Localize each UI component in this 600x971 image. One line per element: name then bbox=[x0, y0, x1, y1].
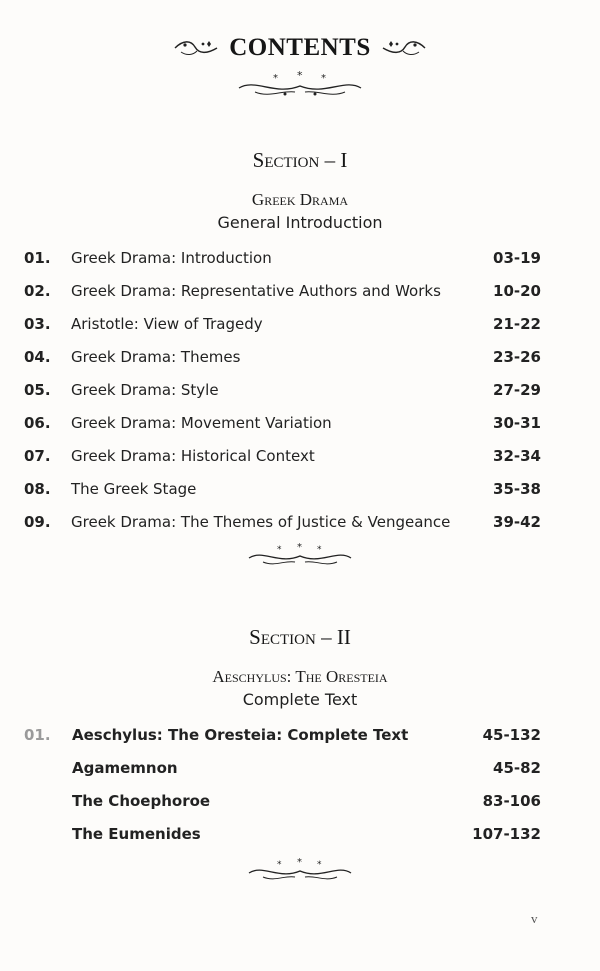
toc-entry[interactable] bbox=[0, 480, 600, 513]
svg-text:*: * bbox=[297, 858, 302, 868]
entry-number: 04. bbox=[24, 348, 51, 366]
entry-title: Greek Drama: Historical Context bbox=[71, 447, 315, 465]
section-subheading-secondary: Complete Text bbox=[242, 690, 358, 709]
right-flourish-icon bbox=[381, 37, 427, 59]
svg-text:*: * bbox=[297, 543, 302, 553]
toc-entry[interactable] bbox=[0, 414, 600, 447]
ornament-divider bbox=[0, 70, 600, 100]
entry-title: Agamemnon bbox=[72, 759, 178, 777]
svg-text:*: * bbox=[277, 545, 282, 555]
section-heading: Section – II bbox=[249, 625, 351, 649]
entry-pages: 83-106 bbox=[482, 792, 541, 810]
entry-title: The Eumenides bbox=[72, 825, 201, 843]
section-subheading: Greek Drama bbox=[251, 190, 349, 209]
toc-entry[interactable] bbox=[0, 381, 600, 414]
ornament-divider bbox=[0, 543, 600, 569]
entry-pages: 45-132 bbox=[482, 726, 541, 744]
entry-pages: 35-38 bbox=[493, 480, 541, 498]
entry-number: 02. bbox=[24, 282, 51, 300]
toc-entry[interactable] bbox=[0, 348, 600, 381]
ornament-icon bbox=[235, 70, 365, 100]
entry-title: Greek Drama: Representative Authors and Works bbox=[71, 282, 441, 300]
entry-pages: 39-42 bbox=[493, 513, 541, 531]
entry-pages: 30-31 bbox=[493, 414, 541, 432]
entry-number: 06. bbox=[24, 414, 51, 432]
entry-title: Greek Drama: Style bbox=[71, 381, 219, 399]
entry-number: 09. bbox=[24, 513, 51, 531]
section-subheading: Aeschylus: The Oresteia bbox=[212, 667, 388, 686]
entry-number: 05. bbox=[24, 381, 51, 399]
toc-entry[interactable] bbox=[0, 513, 600, 546]
entry-title: Greek Drama: Themes bbox=[71, 348, 241, 366]
left-flourish-icon bbox=[173, 37, 219, 59]
section-subheading-secondary: General Introduction bbox=[217, 213, 383, 232]
entry-pages: 27-29 bbox=[493, 381, 541, 399]
ornament-icon bbox=[245, 543, 355, 569]
toc-entry[interactable] bbox=[0, 759, 600, 792]
entry-number: 03. bbox=[24, 315, 51, 333]
svg-text:*: * bbox=[297, 70, 303, 82]
entry-pages: 10-20 bbox=[493, 282, 541, 300]
entry-pages: 21-22 bbox=[493, 315, 541, 333]
entry-title: The Greek Stage bbox=[71, 480, 197, 498]
toc-entry[interactable] bbox=[0, 282, 600, 315]
contents-header bbox=[0, 34, 600, 62]
entry-pages: 23-26 bbox=[493, 348, 541, 366]
toc-entry[interactable] bbox=[0, 726, 600, 759]
page-title: CONTENTS bbox=[229, 34, 371, 61]
toc-entry[interactable] bbox=[0, 447, 600, 480]
svg-text:*: * bbox=[317, 860, 322, 870]
toc-list bbox=[0, 249, 600, 546]
entry-number: 01. bbox=[24, 249, 51, 267]
entry-pages: 32-34 bbox=[493, 447, 541, 465]
toc-entry[interactable] bbox=[0, 825, 600, 858]
ornament-divider bbox=[0, 858, 600, 884]
toc-list bbox=[0, 726, 600, 858]
toc-entry[interactable] bbox=[0, 315, 600, 348]
entry-title: Greek Drama: Introduction bbox=[71, 249, 272, 267]
toc-entry[interactable] bbox=[0, 249, 600, 282]
entry-title: The Choephoroe bbox=[72, 792, 211, 810]
entry-title: Aeschylus: The Oresteia: Complete Text bbox=[72, 726, 409, 744]
section-heading: Section – I bbox=[252, 148, 348, 172]
svg-text:*: * bbox=[317, 545, 322, 555]
toc-entry[interactable] bbox=[0, 792, 600, 825]
svg-text:*: * bbox=[273, 73, 278, 84]
svg-text:*: * bbox=[321, 73, 326, 84]
entry-title: Aristotle: View of Tragedy bbox=[71, 315, 263, 333]
svg-text:*: * bbox=[277, 860, 282, 870]
entry-title: Greek Drama: The Themes of Justice & Vengeance bbox=[71, 513, 451, 531]
entry-number: 07. bbox=[24, 447, 51, 465]
entry-pages: 45-82 bbox=[493, 759, 541, 777]
entry-number: 01. bbox=[24, 726, 51, 744]
page-number: v bbox=[531, 911, 538, 926]
entry-title: Greek Drama: Movement Variation bbox=[71, 414, 332, 432]
entry-pages: 107-132 bbox=[472, 825, 541, 843]
entry-number: 08. bbox=[24, 480, 51, 498]
ornament-icon bbox=[245, 858, 355, 884]
entry-pages: 03-19 bbox=[493, 249, 541, 267]
